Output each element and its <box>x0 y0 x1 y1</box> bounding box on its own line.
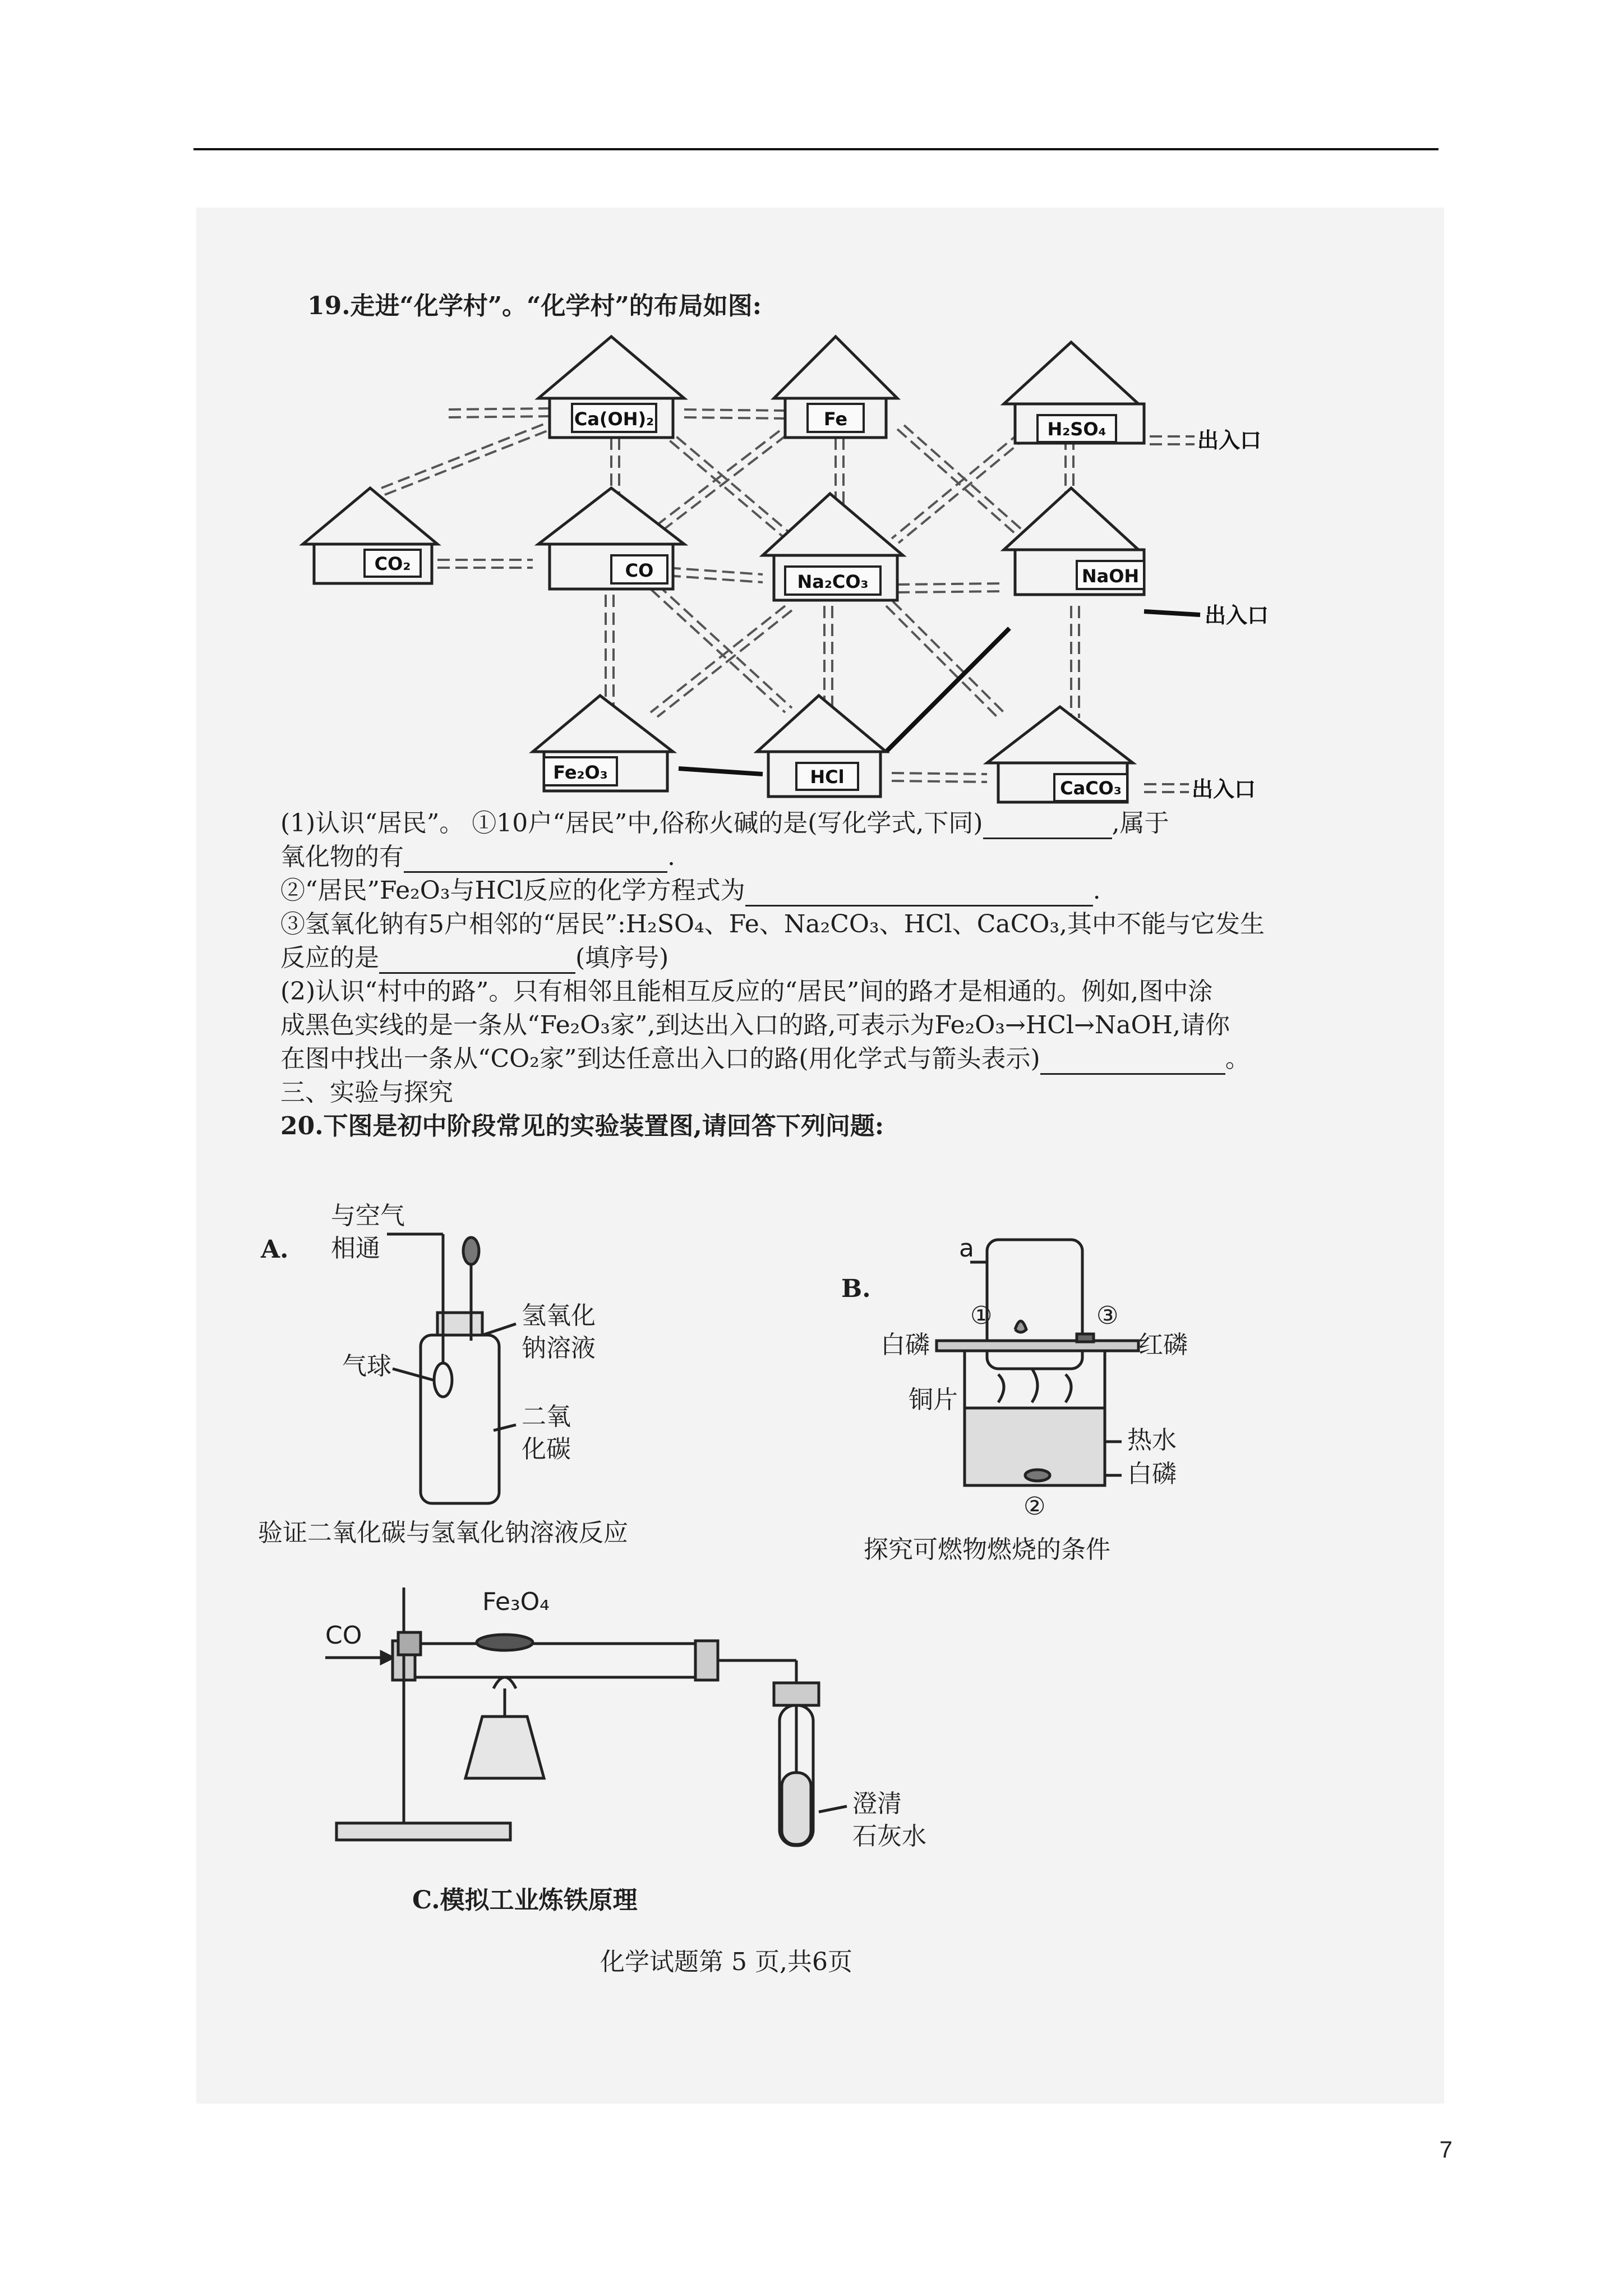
road-na2co3-hcl <box>824 606 832 712</box>
label-co: CO <box>625 560 654 581</box>
mark-2: ② <box>1023 1492 1046 1520</box>
apparatus-b-caption: 探究可燃物燃烧的条件 <box>864 1535 1110 1564</box>
label-red-phosphorus: 红磷 <box>1138 1331 1188 1359</box>
q19-part2-line3-tail: 。 <box>1225 1045 1250 1073</box>
alcohol-lamp <box>465 1717 544 1778</box>
q19-part1-line5-text: 反应的是 <box>280 944 379 972</box>
label-air: 与空气 <box>331 1202 405 1230</box>
road-co-hcl <box>651 585 792 712</box>
road-h2so4-exit <box>1150 436 1195 444</box>
label-limewater-2: 石灰水 <box>852 1822 926 1851</box>
q19-title: 19.走进“化学村”。“化学村”的布局如图: <box>307 292 762 320</box>
q19-part1-line3-tail: . <box>1092 876 1101 905</box>
limewater <box>782 1773 811 1844</box>
road-fe-naoh <box>897 425 1027 539</box>
q19-part1-line2 <box>280 841 675 873</box>
q19-part2-line2: 成黑色实线的是一条从“Fe₂O₃家”,到达出入口的路,可表示为Fe₂O₃→HCl→NaOH,请你 <box>280 1011 1230 1039</box>
copper-sheet <box>937 1341 1138 1351</box>
q19-part1-line2-tail: . <box>667 843 675 871</box>
q19-part2-line3 <box>280 1043 1250 1075</box>
exit-label-middle: 出入口 <box>1205 603 1269 628</box>
label-limewater: 澄清 <box>852 1789 902 1818</box>
q19-part1-line4: ③氢氧化钠有5户相邻的“居民”:H₂SO₄、Fe、Na₂CO₃、HCl、CaCO₃,其中不能与它发生 <box>280 910 1265 938</box>
apparatus-c-diagram <box>314 1576 931 1868</box>
label-naoh-solution-2: 钠溶液 <box>522 1334 596 1363</box>
q19-part2-line1: (2)认识“村中的路”。只有相邻且能相互反应的“居民”间的路才是相通的。例如,图中涂 <box>280 977 1213 1006</box>
q19-part1-line5-tail: (填序号) <box>575 944 669 972</box>
header-rule <box>193 148 1438 150</box>
answer-blank-5[interactable] <box>1040 1051 1225 1075</box>
apparatus-b-diagram <box>875 1228 1211 1520</box>
road-fe-h2so4 <box>684 409 785 418</box>
label-white-phosphorus-bottom: 白磷 <box>1127 1460 1177 1488</box>
label-co2: CO₂ <box>374 553 411 574</box>
page-number: 7 <box>1439 2136 1453 2162</box>
label-na2co3: Na₂CO₃ <box>797 571 869 592</box>
exit-label-bottom: 出入口 <box>1192 777 1256 802</box>
label-caco3: CaCO₃ <box>1060 777 1122 799</box>
road-caoh2-fe <box>449 408 550 417</box>
exam-footer: 化学试题第 5 页,共6页 <box>600 1948 852 1976</box>
road-hcl-caco3 <box>892 773 987 782</box>
mark-1: ① <box>970 1301 993 1330</box>
balloon <box>434 1363 452 1397</box>
clamp <box>398 1632 421 1655</box>
road-na2co3-caco3 <box>886 601 1005 718</box>
steam <box>998 1369 1071 1402</box>
answer-blank-4[interactable] <box>379 950 575 974</box>
chemistry-village-diagram <box>292 325 1357 830</box>
label-fe2o3: Fe₂O₃ <box>553 762 608 783</box>
road-fe2o3-hcl <box>679 769 763 774</box>
answer-blank-3[interactable] <box>745 882 1093 907</box>
q19-part1-line3 <box>280 875 1101 907</box>
label-h2so4: H₂SO₄ <box>1047 418 1106 440</box>
label-air-2: 相通 <box>331 1234 380 1263</box>
apparatus-a-diagram <box>314 1200 628 1515</box>
label-fe: Fe <box>823 408 848 430</box>
q19-part1-line1-tail: ,属于 <box>1112 809 1169 838</box>
label-fe3o4: Fe₃O₄ <box>482 1588 550 1616</box>
road-co2-co <box>437 560 533 568</box>
label-a: a <box>959 1234 974 1263</box>
apparatus-a-letter: A. <box>261 1235 289 1264</box>
lamp-flame <box>494 1677 516 1688</box>
label-hot-water: 热水 <box>1127 1426 1177 1455</box>
dropper-bulb <box>463 1237 479 1264</box>
q19-part1-line1-text: (1)认识“居民”。 ①10户“居民”中,俗称火碱的是(写化学式,下同) <box>280 809 983 838</box>
exit-label-top: 出入口 <box>1197 428 1262 453</box>
q19-part2-line3-text: 在图中找出一条从“CO₂家”到达任意出入口的路(用化学式与箭头表示) <box>280 1045 1040 1073</box>
label-white-phosphorus-top: 白磷 <box>880 1331 930 1359</box>
q19-part1-line3-text: ②“居民”Fe₂O₃与HCl反应的化学方程式为 <box>280 876 745 905</box>
red-phosphorus <box>1077 1334 1094 1342</box>
black-path <box>679 611 1200 774</box>
apparatus-a-caption: 验证二氧化碳与氢氧化钠溶液反应 <box>258 1519 628 1547</box>
road-caco3-exit <box>1144 784 1189 792</box>
road-co2-caoh2 <box>381 422 553 495</box>
glass-tube <box>393 1644 718 1677</box>
answer-blank-1[interactable] <box>983 815 1112 839</box>
test-tube-stopper <box>774 1683 819 1705</box>
road-na2co3-naoh <box>897 583 1004 592</box>
fe3o4-powder <box>477 1635 533 1650</box>
road-co-fe2o3 <box>606 595 614 712</box>
label-hcl: HCl <box>810 766 845 788</box>
q19-part1-line5 <box>280 942 668 974</box>
road-hcl-naoh <box>886 628 1009 752</box>
label-co2-gas: 二氧 <box>522 1402 571 1431</box>
label-naoh: NaOH <box>1081 565 1140 587</box>
apparatus-c-caption: C.模拟工业炼铁原理 <box>412 1886 638 1915</box>
flask-a <box>421 1335 499 1503</box>
q19-part1-line2-text: 氧化物的有 <box>280 843 404 871</box>
answer-blank-2[interactable] <box>404 849 667 873</box>
underwater-white-phosphorus <box>1025 1470 1050 1481</box>
label-co2-gas-2: 化碳 <box>522 1435 571 1464</box>
label-naoh-solution: 氢氧化 <box>522 1301 596 1330</box>
flame <box>1015 1321 1026 1332</box>
section-heading: 三、实验与探究 <box>280 1078 453 1107</box>
label-copper-sheet: 铜片 <box>909 1386 958 1414</box>
q20-title: 20.下图是初中阶段常见的实验装置图,请回答下列问题: <box>280 1112 884 1140</box>
q19-part1-line1 <box>280 808 1169 839</box>
stand-base <box>336 1823 510 1840</box>
road-naoh-caco3 <box>1071 606 1079 718</box>
road-naoh-exit <box>1144 611 1200 615</box>
label-balloon: 气球 <box>342 1352 391 1381</box>
apparatus-b-letter: B. <box>841 1274 871 1303</box>
label-co-gas: CO <box>325 1621 362 1650</box>
mark-3: ③ <box>1096 1301 1119 1330</box>
label-caoh2: Ca(OH)₂ <box>574 408 654 430</box>
